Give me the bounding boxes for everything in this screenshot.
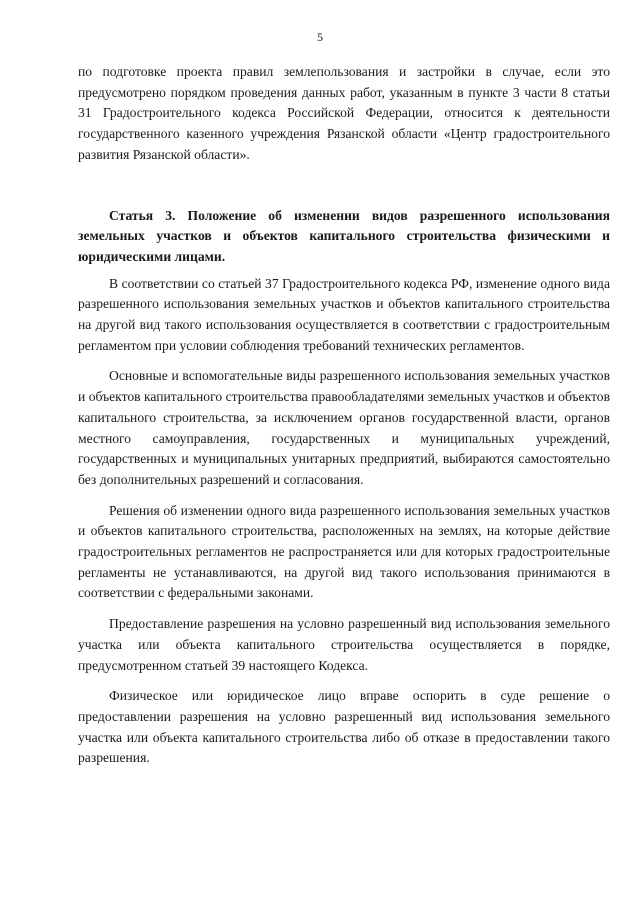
article-paragraph-2: Основные и вспомогательные виды разрешенного использования земельных участков и объектов капитального строительства правообладателями земельных участков и объектов капитального строительства, за исключением органов государственной власти, органов местного самоуправления, государственных и муниципальных учреждений, государственных и муниципальных унитарных предприятий, выбираются самостоятельно без дополнительных разрешений и согласования.: [78, 368, 610, 487]
page-number: 5: [317, 30, 323, 44]
article-paragraph-5: Физическое или юридическое лицо вправе оспорить в суде решение о предоставлении разрешения на условно разрешенный вид использования земельного участка или объекта капитального строительства либо об отказе в предоставлении такого разрешения.: [78, 688, 610, 766]
article-paragraph-1: В соответствии со статьей 37 Градостроительного кодекса РФ, изменение одного вида разрешенного использования земельных участков и объектов капитального строительства на другой вид такого использования осуществляется в соответствии с градостроительным регламентом при условии соблюдения требований технических регламентов.: [78, 275, 610, 353]
document-body: [78, 62, 610, 769]
intro-paragraph: по подготовке проекта правил землепользования и застройки в случае, если это предусмотрено порядком проведения данных работ, указанным в пункте 3 части 8 статьи 31 Градостроительного кодекса Российской Федерации, относится к деятельности государственного казенного учреждения Рязанской области «Центр градостроительного развития Рязанской области».: [78, 64, 610, 162]
article-paragraph-4: Предоставление разрешения на условно разрешенный вид использования земельного участка или объекта капитального строительства осуществляется в порядке, предусмотренном статьей 39 настоящего Кодекса.: [78, 616, 610, 673]
article-heading: Статья 3. Положение об изменении видов разрешенного использования земельных участков и объектов капитального строительства физическими и юридическими лицами.: [78, 207, 610, 264]
article-paragraph-3: Решения об изменении одного вида разрешенного использования земельных участков и объектов капитального строительства, расположенных на землях, на которые действие градостроительных регламентов не распространяется или для которых градостроительные регламенты не устанавливаются, на другой вид такого использования принимаются в соответствии с федеральными законами.: [78, 502, 610, 601]
